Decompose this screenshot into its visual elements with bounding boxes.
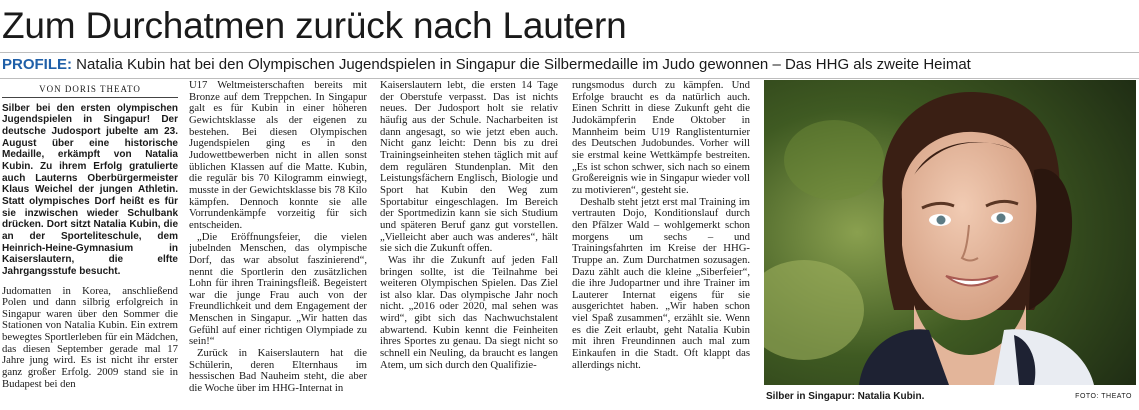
- caption-text: Silber in Singapur: Natalia Kubin.: [766, 391, 925, 402]
- body-paragraph: Deshalb steht jetzt erst mal Training im vertrauten Dojo, Konditionslauf durch den Pfälzer Wald – wohlgemerkt schon morgens um sechs – und Trainingsfahrten im Kreise der HHG-Truppe an. Zum Durchatmen sozusagen. Dazu zählt auch die kleine „Siberfeier“, die ihre Judopartner und ihre Trainer im Lauterer Internat eigens für sie ausgerichtet haben. „Wir haben schon viel Spaß zusammen“, erzählt sie. Wenn es die Zeit erlaubt, geht Natalia Kubin mit ihren Freundinnen auch mal zum Einkaufen in die Stadt. Oft klappt das allerdings nicht.: [572, 195, 750, 371]
- body-paragraph: U17 Weltmeisterschaften bereits mit Bronze auf dem Treppchen. In Singapur galt es für Kubin in einer höheren Gewichtsklasse als der eigenen zu bestehen. Bei diesen Olympischen Jugendspielen ging es in den Judowettbewerben nicht in allen sonst üblichen Klassen auf die Matte. Kubin, die regulär bis 70 Kilogramm einwiegt, musste in der Gewichtsklasse bis 78 Kilo kämpfen. Dennoch konnte sie alle Vorrundenkämpfe vorzeitig für sich entscheiden.: [189, 80, 367, 231]
- article-headline: Zum Durchatmen zurück nach Lautern: [2, 5, 627, 46]
- headline-rule: [0, 52, 1139, 53]
- article-column-4: [572, 80, 750, 410]
- body-paragraph: „Die Eröffnungsfeier, die vielen jubelnden Menschen, das olympische Dorf, das war absolut faszinierend“, nennt die Sportlerin den zusätzlichen Lohn für ihren Trainingsfleiß. Begeistert war die junge Frau auch von der Freundlichkeit und dem Engagement der Menschen in Singapur. „Wir hatten das Gefühl auf einer richtigen Olympiade zu sein!“: [189, 230, 367, 348]
- subline-kicker: PROFILE:: [2, 56, 72, 73]
- article-column-2: [189, 80, 367, 410]
- photo-caption: [766, 390, 1136, 404]
- subline-text: Natalia Kubin hat bei den Olympischen Jugendspielen in Singapur die Silbermedaille im Judo gewonnen – Das HHG als zweite Heimat: [76, 56, 971, 73]
- body-paragraph: rungsmodus durch zu kämpfen. Und Erfolge braucht es da natürlich auch. Einen Schritt in diese Zukunft geht die Judokämpferin Ende Oktober in Mannheim beim U19 Ranglistenturnier des Deutschen Judobundes. Vorher will sie erstmal keine Wettkämpfe bestreiten. „Es ist schon schwer, sich nach so einem Großereignis wie in Singapur wieder voll zu motivieren“, gesteht sie.: [572, 80, 750, 196]
- portrait-photo: [764, 80, 1136, 385]
- article-column-3: [380, 80, 558, 410]
- subline-rule: [0, 78, 1139, 79]
- article-subline: [2, 55, 1137, 75]
- body-paragraph: Kaiserslautern lebt, die ersten 14 Tage der Oberstufe verpasst. Das ist nichts neues. Der Judosport holt sie relativ häufig aus der Schule. Nacharbeiten ist dann angesagt, so wie jetzt eben auch. Nicht ganz leicht: Denn bis zu drei Trainingseinheiten stehen täglich mit auf dem regulären Stundenplan. Mit den Leistungsfächern Englisch, Biologie und Sport hat Kubin den Weg zum Sportabitur eingeschlagen. Im Bereich der Sportmedizin kann sie sich Studium und späteren Beruf ganz gut vorstellen. „Vielleicht aber auch was anderes“, hält sie sich die Zukunft offen.: [380, 80, 558, 255]
- photo-credit: FOTO: THEATO: [1075, 393, 1132, 400]
- body-paragraph: Zurück in Kaiserslautern hat die Schülerin, deren Elternhaus im hessischen Bad Nauheim steht, die aber die Woche über im HHG-Internat in: [189, 347, 367, 395]
- article-byline: VON DORIS THEATO: [2, 84, 178, 98]
- article-lead: Silber bei den ersten olympischen Jugendspielen in Singapur! Der deutsche Judosport jubelte am 23. August über eine historische Medaille, erkämpft von Natalia Kubin. Zu ihrem Erfolg gratulierte auch Lauterns Oberbürgermeister Klaus Weichel der jungen Athletin. Statt olympisches Dorf heißt es für sie inzwischen wieder Schulbank drücken. Dort sitzt Natalia Kubin, die an der Sporteliteschule, dem Heinrich-Heine-Gymnasium in Kaiserslautern, die elfte Jahrgangsstufe besucht.: [2, 102, 178, 277]
- portrait-photo-icon: [764, 80, 1136, 385]
- body-paragraph: Judomatten in Korea, anschließend Polen und dann silbrig erfolgreich in Singapur waren über den Sommer die Stationen von Natalia Kubin. Ein extrem bewegtes Sportlerleben für ein Mädchen, das diesen September gerade mal 17 Jahre jung wird. Es ist nicht ihr erster ganz großer Erfolg. 2009 stand sie in Budapest bei den: [2, 284, 178, 390]
- article-column-1: [2, 80, 178, 410]
- body-paragraph: Was ihr die Zukunft auf jeden Fall bringen sollte, ist die Teilnahme bei weiteren Olympischen Spielen. Das Ziel ist also klar. Das olympische Jahr noch nicht. „2016 oder 2020, mal sehen was wird“, gibt sich das Nachwuchstalent abwartend. Kubin kennt die Feinheiten ihres Sportes zu genau. Da siegt nicht so schnell ein Neuling, da braucht es langen Atem, um sich durch den Qualifizie-: [380, 253, 558, 371]
